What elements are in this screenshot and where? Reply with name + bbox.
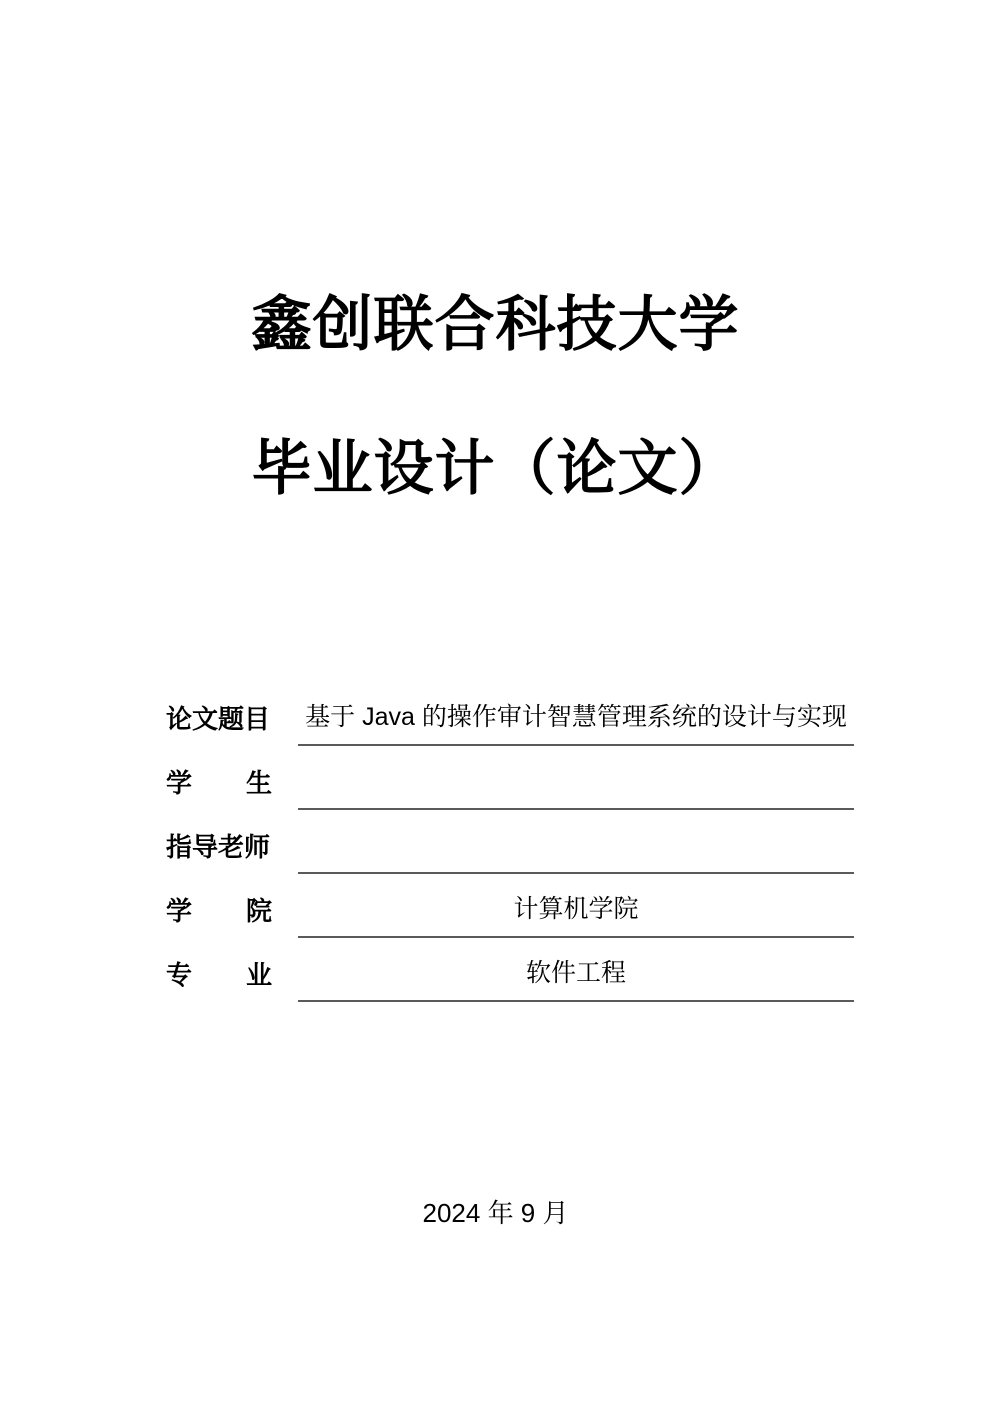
cover-info-form <box>166 682 854 1002</box>
form-row-student <box>166 746 854 810</box>
publication-date: 2024 年 9 月 <box>422 1198 569 1228</box>
thesis-title-label <box>166 706 272 746</box>
value-text: 基于 Java 的操作审计智慧管理系统的设计与实现 <box>305 703 847 731</box>
major-label <box>166 962 272 1002</box>
value-text: 软件工程 <box>525 959 626 987</box>
label-text: 生 <box>245 768 272 798</box>
major-value <box>298 961 854 1002</box>
document-type-title: 毕业设计（论文） <box>251 435 740 502</box>
advisor-label <box>166 834 272 874</box>
college-label <box>166 898 272 938</box>
label-text: 指导老师 <box>166 832 271 862</box>
student-value <box>298 769 854 810</box>
university-title: 鑫创联合科技大学 <box>251 291 740 358</box>
label-text: 论文题目 <box>166 704 271 734</box>
thesis-title-value <box>298 705 854 746</box>
label-text: 院 <box>245 896 272 926</box>
student-label <box>166 770 272 810</box>
value-text: 计算机学院 <box>513 895 639 923</box>
form-row-advisor <box>166 810 854 874</box>
college-value <box>298 897 854 938</box>
label-text: 学 <box>166 768 193 798</box>
label-text: 专 <box>166 960 193 990</box>
label-text: 业 <box>245 960 272 990</box>
form-row-college <box>166 874 854 938</box>
label-text: 学 <box>166 896 193 926</box>
advisor-value <box>298 833 854 874</box>
form-row-thesis-title <box>166 682 854 746</box>
form-row-major <box>166 938 854 1002</box>
